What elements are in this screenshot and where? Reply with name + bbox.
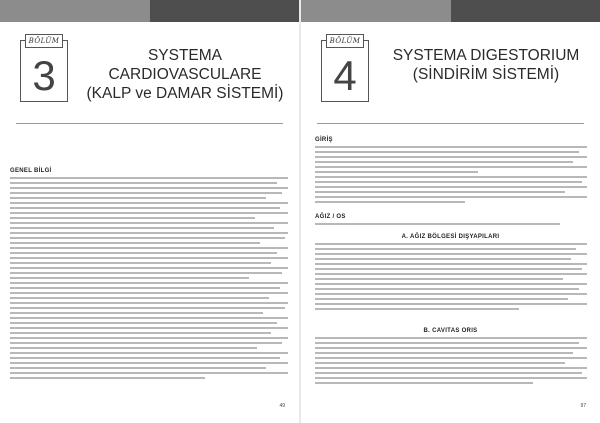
header-strip-gray: [0, 0, 150, 22]
chapter-label: BÖLÜM: [326, 34, 364, 48]
chapter-label: BÖLÜM: [25, 34, 63, 48]
chapter-box: [321, 37, 369, 102]
chapter-title-line2: (SİNDİRİM SİSTEMİ): [412, 66, 560, 83]
chapter-title-line1: SYSTEMA CARDIOVASCULARE: [108, 47, 262, 83]
chapter-title-line1: SYSTEMA DIGESTORIUM: [392, 47, 580, 64]
chapter-title: [381, 46, 591, 84]
subheading-external: A. AĞIZ BÖLGESİ DIŞYAPILARI: [401, 234, 500, 240]
title-rule: [16, 123, 283, 124]
title-rule: [317, 123, 584, 124]
header-strip-dark: [150, 0, 299, 22]
header-strip-dark: [451, 0, 600, 22]
cavitas-text: [315, 337, 587, 387]
chapter-number: 4: [333, 52, 357, 99]
chapter-title-line2: (KALP ve DAMAR SİSTEMİ): [86, 85, 284, 102]
subheading-cavitas: B. CAVITAS ORIS: [423, 328, 478, 334]
body-text: [10, 177, 288, 382]
section-heading-intro: GİRİŞ: [315, 137, 333, 143]
left-page: [0, 0, 299, 423]
mouth-intro-text: [315, 223, 587, 228]
chapter-box: [20, 37, 68, 102]
intro-text: [315, 146, 587, 206]
page-number: 49: [279, 403, 285, 409]
section-heading-mouth: AĞIZ / OS: [315, 214, 346, 220]
chapter-title: [80, 46, 290, 103]
page-number: 97: [580, 403, 586, 409]
section-heading: GENEL BİLGİ: [10, 168, 52, 174]
right-page: [301, 0, 600, 423]
chapter-number: 3: [32, 52, 56, 99]
external-structures-text: [315, 243, 587, 313]
header-strip-gray: [301, 0, 451, 22]
